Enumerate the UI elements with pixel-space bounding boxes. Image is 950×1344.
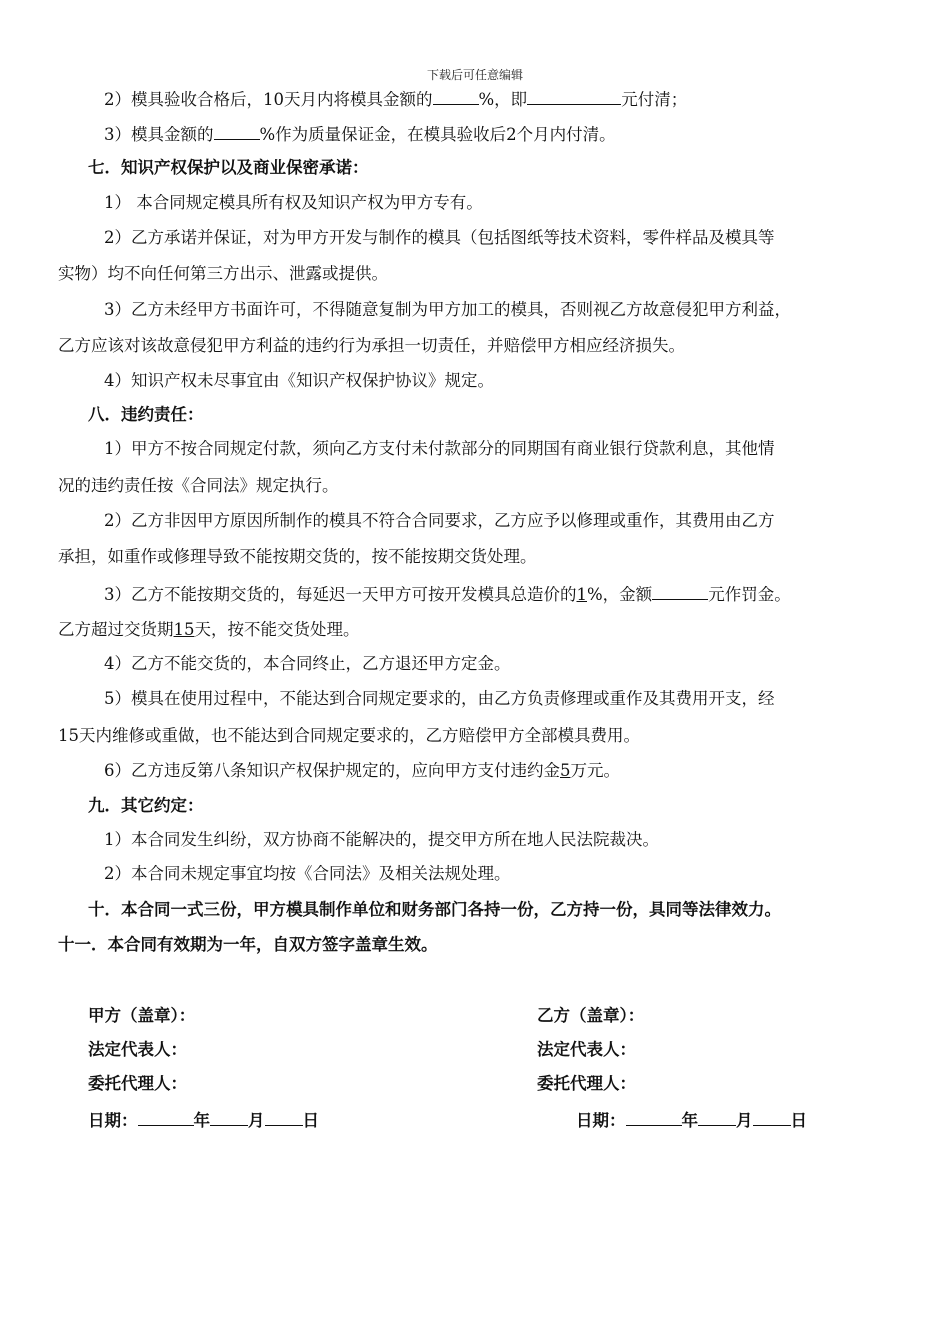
month-label: 月 <box>248 1111 265 1130</box>
page-header-note: 下载后可任意编辑 <box>426 68 523 82</box>
clause-text: 6）乙方违反第八条知识产权保护规定的，应向甲方支付违约金 <box>104 761 560 780</box>
clause-8-5-line1: 5）模具在使用过程中，不能达到合同规定要求的，由乙方负责修理或重作及其费用开支，经 <box>104 689 775 708</box>
clause-text: %，即 <box>478 90 528 109</box>
clause-7-1: 1） 本合同规定模具所有权及知识产权为甲方专有。 <box>104 193 483 212</box>
clause-text: 3）模具金额的 <box>104 125 214 144</box>
date-label: 日期： <box>88 1111 138 1130</box>
section-7-heading: 七．知识产权保护以及商业保密承诺： <box>88 158 369 177</box>
party-b-rep-label: 法定代表人： <box>537 1040 636 1059</box>
clause-text: 元作罚金。 <box>708 585 791 604</box>
clause-7-2-line1: 2）乙方承诺并保证，对为甲方开发与制作的模具（包括图纸等技术资料，零件样品及模具等 <box>104 228 775 247</box>
clause-8-1-line2: 况的违约责任按《合同法》规定执行。 <box>58 476 339 495</box>
party-a-seal-label: 甲方（盖章）： <box>88 1006 196 1025</box>
section-11: 十一．本合同有效期为一年，自双方签字盖章生效。 <box>58 935 438 954</box>
blank-amount <box>527 86 621 105</box>
clause-8-3-line2 <box>58 618 898 642</box>
clause-7-4: 4）知识产权未尽事宜由《知识产权保护协议》规定。 <box>104 371 494 390</box>
clause-8-4: 4）乙方不能交货的，本合同终止，乙方退还甲方定金。 <box>104 654 511 673</box>
clause-text: %作为质量保证金，在模具验收后2个月内付清。 <box>259 125 616 144</box>
clause-6-3 <box>104 121 894 147</box>
blank-percent <box>214 121 260 140</box>
clause-6-2 <box>104 86 894 112</box>
clause-text: 2）模具验收合格后，10天月内将模具金额的 <box>104 90 433 109</box>
blank-year <box>626 1107 682 1126</box>
day-label: 日 <box>302 1111 319 1130</box>
clause-text: 3）乙方不能按期交货的，每延迟一天甲方可按开发模具总造价的 <box>104 585 577 604</box>
year-label: 年 <box>193 1111 210 1130</box>
blank-month <box>698 1107 736 1126</box>
blank-day <box>753 1107 791 1126</box>
clause-8-1-line1: 1）甲方不按合同规定付款，须向乙方支付未付款部分的同期国有商业银行贷款利息，其他情 <box>104 439 775 458</box>
party-b-agent-label: 委托代理人： <box>537 1074 636 1093</box>
day-label: 日 <box>790 1111 807 1130</box>
underlined-value: 1 <box>576 585 587 604</box>
clause-7-2-line2: 实物）均不向任何第三方出示、泄露或提供。 <box>58 264 388 283</box>
clause-text: 万元。 <box>570 761 620 780</box>
party-a-agent-label: 委托代理人： <box>88 1074 187 1093</box>
year-label: 年 <box>681 1111 698 1130</box>
party-b-seal-label: 乙方（盖章）： <box>537 1006 645 1025</box>
clause-text: 天，按不能交货处理。 <box>194 620 360 639</box>
blank-month <box>210 1107 248 1126</box>
party-b-date-line <box>576 1107 807 1133</box>
clause-8-5-line2: 15天内维修或重做，也不能达到合同规定要求的，乙方赔偿甲方全部模具费用。 <box>58 726 640 745</box>
section-10: 十．本合同一式三份，甲方模具制作单位和财务部门各持一份，乙方持一份，具同等法律效力。 <box>88 900 781 919</box>
clause-text: 元付清； <box>621 90 688 109</box>
blank-year <box>138 1107 194 1126</box>
underlined-value: 5 <box>560 761 571 780</box>
section-9-heading: 九．其它约定： <box>88 796 204 815</box>
clause-7-3-line1: 3）乙方未经甲方书面许可，不得随意复制为甲方加工的模具，否则视乙方故意侵犯甲方利益， <box>104 300 791 319</box>
blank-day <box>265 1107 303 1126</box>
clause-8-2-line1: 2）乙方非因甲方原因所制作的模具不符合合同要求，乙方应予以修理或重作，其费用由乙方 <box>104 511 775 530</box>
clause-9-1: 1）本合同发生纠纷，双方协商不能解决的，提交甲方所在地人民法院裁决。 <box>104 830 659 849</box>
clause-9-2: 2）本合同未规定事宜均按《合同法》及相关法规处理。 <box>104 864 511 883</box>
clause-text: 乙方超过交货期 <box>58 620 174 639</box>
blank-percent <box>433 86 479 105</box>
clause-8-2-line2: 承担，如重作或修理导致不能按期交货的，按不能按期交货处理。 <box>58 547 537 566</box>
party-a-date-line <box>88 1107 319 1133</box>
month-label: 月 <box>736 1111 753 1130</box>
clause-text: %，金额 <box>587 585 653 604</box>
clause-8-6 <box>104 759 894 783</box>
clause-7-3-line2: 乙方应该对该故意侵犯甲方利益的违约行为承担一切责任，并赔偿甲方相应经济损失。 <box>58 336 685 355</box>
party-a-rep-label: 法定代表人： <box>88 1040 187 1059</box>
underlined-value: 15 <box>173 620 195 639</box>
clause-8-3-line1 <box>104 581 894 607</box>
section-8-heading: 八．违约责任： <box>88 405 204 424</box>
blank-amount <box>652 581 708 600</box>
date-label: 日期： <box>576 1111 626 1130</box>
